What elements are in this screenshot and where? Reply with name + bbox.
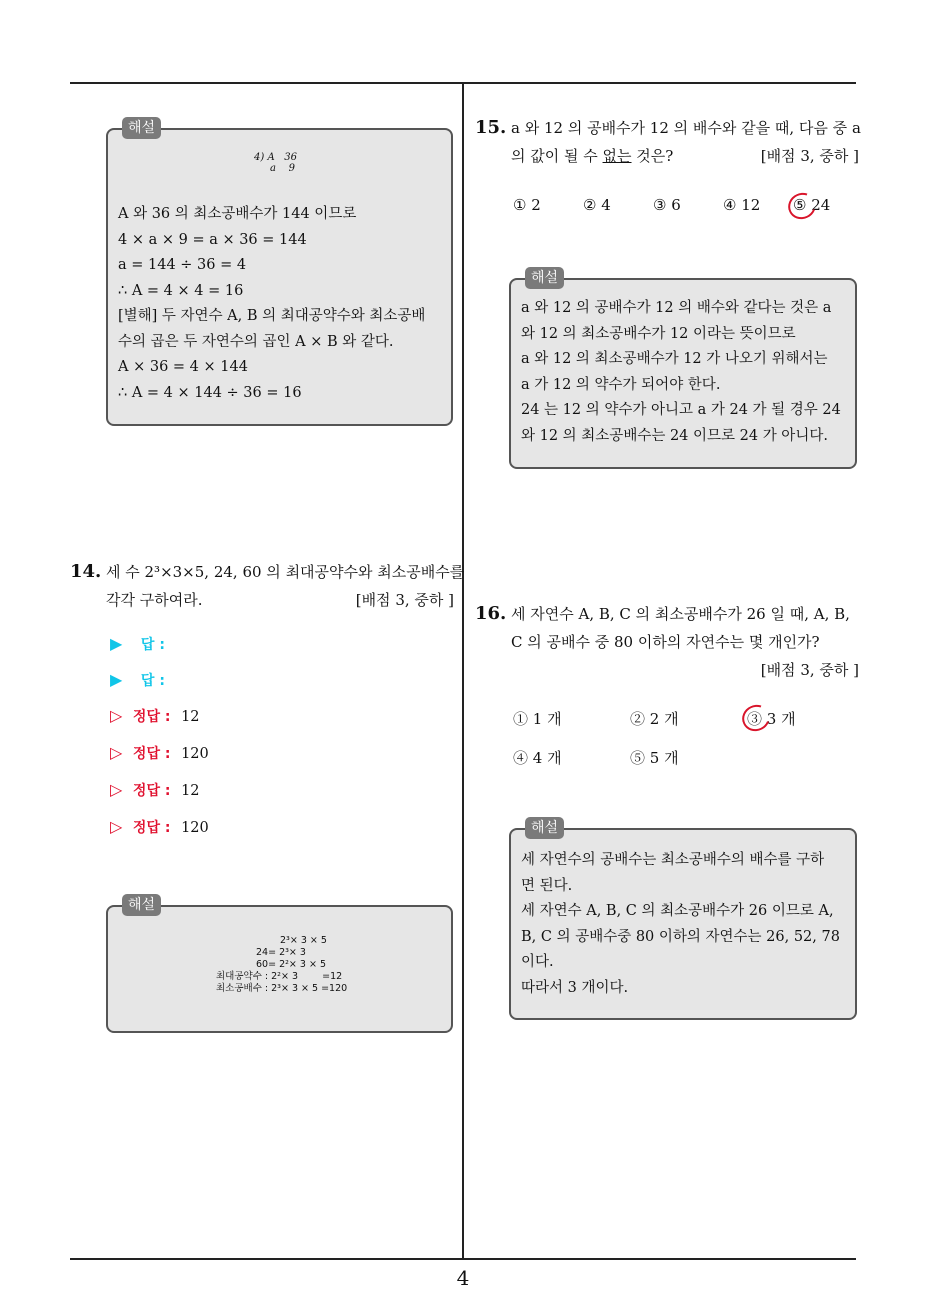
sol16-line-4: B, C 의 공배수중 80 이하의 자연수는 26, 52, 78 [521,928,840,945]
choices-15 [513,196,853,220]
sol15-line-4: a 가 12 의 약수가 되어야 한다. [521,376,721,393]
question-14 [70,558,465,618]
question-line-2-pre: 의 값이 될 수 [511,147,603,165]
factor-line-1: 2³× 3 × 5 [280,935,327,946]
sol13-line-8: ∴ A = 4 × 144 ÷ 36 = 16 [118,384,302,401]
question-line-1: 세 수 2³×3×5, 24, 60 의 최대공약수와 최소공배수를 [106,563,465,581]
correct-value: 12 [181,783,200,799]
question-line-2: 각각 구하여라. [106,591,203,609]
score-meta: [배점 3, 중하 ] [355,591,454,609]
choice-5[interactable] [793,196,830,214]
choice-1[interactable]: ① 2 [513,196,541,214]
play-arrow-icon: ▶ [110,670,123,689]
choice-5[interactable]: ⑤ 5 개 [630,749,679,767]
correct-label: 정답 : [132,783,171,799]
sol13-line-2: 4 × a × 9 = a × 36 = 144 [118,231,307,248]
correct-label: 정답 : [132,709,171,725]
outline-arrow-icon: ▷ [110,706,123,725]
solution-box-16 [509,820,857,1020]
correct-row-2 [110,743,209,763]
sol16-line-1: 세 자연수의 공배수는 최소공배수의 배수를 구하 [521,852,825,868]
sol13-line-5: [별해] 두 자연수 A, B 의 최대공약수와 최소공배 [118,308,426,324]
sol13-line-4: ∴ A = 4 × 4 = 16 [118,282,244,299]
play-arrow-icon: ▶ [110,634,123,653]
sol16-line-3: 세 자연수 A, B, C 의 최소공배수가 26 이므로 A, [521,903,834,919]
score-meta: [배점 3, 중하 ] [760,147,859,165]
solution-box-15 [509,270,857,469]
sol15-line-5: 24 는 12 의 약수가 아니고 a 가 24 가 될 경우 24 [521,402,841,418]
bottom-rule [70,1258,856,1260]
sol15-line-2: 와 12 의 최소공배수가 12 이라는 뜻이므로 [521,325,796,342]
division-top: 4) A 36 [254,152,297,163]
question-line-2: C 의 공배수 중 80 이하의 자연수는 몇 개인가? [511,633,820,651]
outline-arrow-icon: ▷ [110,817,123,836]
factor-line-5: 최소공배수 : 2³× 3 × 5 =120 [216,983,348,994]
factor-line-4: 최대공약수 : 2²× 3 =12 [216,971,343,982]
correct-row-1 [110,706,200,726]
choice-2[interactable]: ② 4 [583,196,611,214]
answer-label: 답 : [140,673,165,689]
question-16 [475,600,859,686]
outline-arrow-icon: ▷ [110,780,123,799]
choice-3[interactable]: ③ 6 [653,196,681,214]
answer-row-1 [110,634,171,654]
correct-value: 120 [181,746,209,762]
choice-5-label: ⑤ 24 [793,196,831,214]
question-line-2-post: 것은? [631,147,674,165]
sol15-line-3: a 와 12 의 최소공배수가 12 가 나오기 위해서는 [521,351,828,367]
outline-arrow-icon: ▷ [110,743,123,762]
sol16-line-2: 면 된다. [521,877,573,894]
choice-3-label: ③ 3 개 [747,710,796,728]
sol15-line-6: 와 12 의 최소공배수는 24 이므로 24 가 아니다. [521,427,828,444]
solution-tag: 해설 [525,267,564,289]
factorization-block [216,935,347,995]
correct-label: 정답 : [132,746,171,762]
correct-row-4 [110,817,209,837]
correct-value: 12 [181,709,200,725]
choice-2[interactable]: ② 2 개 [630,710,679,728]
selected-circle-mark [738,700,774,735]
division-diagram [254,152,297,174]
question-line-1: a 와 12 의 공배수가 12 의 배수와 같을 때, 다음 중 a [511,119,861,137]
question-15 [475,114,859,174]
solution-box-14 [106,897,453,1033]
correct-row-3 [110,780,200,800]
answer-label: 답 : [140,637,165,653]
correct-label: 정답 : [132,820,171,836]
choice-3[interactable] [747,708,796,729]
solution-tag: 해설 [122,894,161,916]
choice-1[interactable]: ① 1 개 [513,710,562,728]
sol13-line-1: A 와 36 의 최소공배수가 144 이므로 [118,206,357,222]
sol13-line-3: a = 144 ÷ 36 = 4 [118,257,247,273]
solution-box-13 [106,120,453,426]
sol13-line-6: 수의 곱은 두 자연수의 곱인 A × B 와 같다. [118,333,394,350]
solution-tag: 해설 [525,817,564,839]
choice-4[interactable]: ④ 4 개 [513,749,562,767]
question-line-2 [511,142,673,170]
factor-line-2: 24= 2³× 3 [256,947,306,958]
sol13-line-7: A × 36 = 4 × 144 [118,359,248,375]
correct-value: 120 [181,820,209,836]
answer-row-2 [110,670,171,690]
division-bottom: a 9 [270,163,296,174]
page-number: 4 [456,1266,470,1290]
column-divider [462,82,464,1259]
factor-line-3: 60= 2²× 3 × 5 [256,959,326,970]
underlined-word: 없는 [602,147,632,165]
question-number: 15. [475,117,507,138]
solution-tag: 해설 [122,117,161,139]
choice-4[interactable]: ④ 12 [723,196,761,214]
question-number: 16. [475,603,507,624]
sol16-line-6: 따라서 3 개이다. [521,979,629,996]
choices-16 [513,708,853,772]
question-number: 14. [70,561,102,582]
sol15-line-1: a 와 12 의 공배수가 12 의 배수와 같다는 것은 a [521,300,832,316]
score-meta: [배점 3, 중하 ] [760,661,859,679]
sol16-line-5: 이다. [521,954,554,970]
question-line-1: 세 자연수 A, B, C 의 최소공배수가 26 일 때, A, B, [511,605,850,623]
selected-circle-mark [784,188,820,223]
